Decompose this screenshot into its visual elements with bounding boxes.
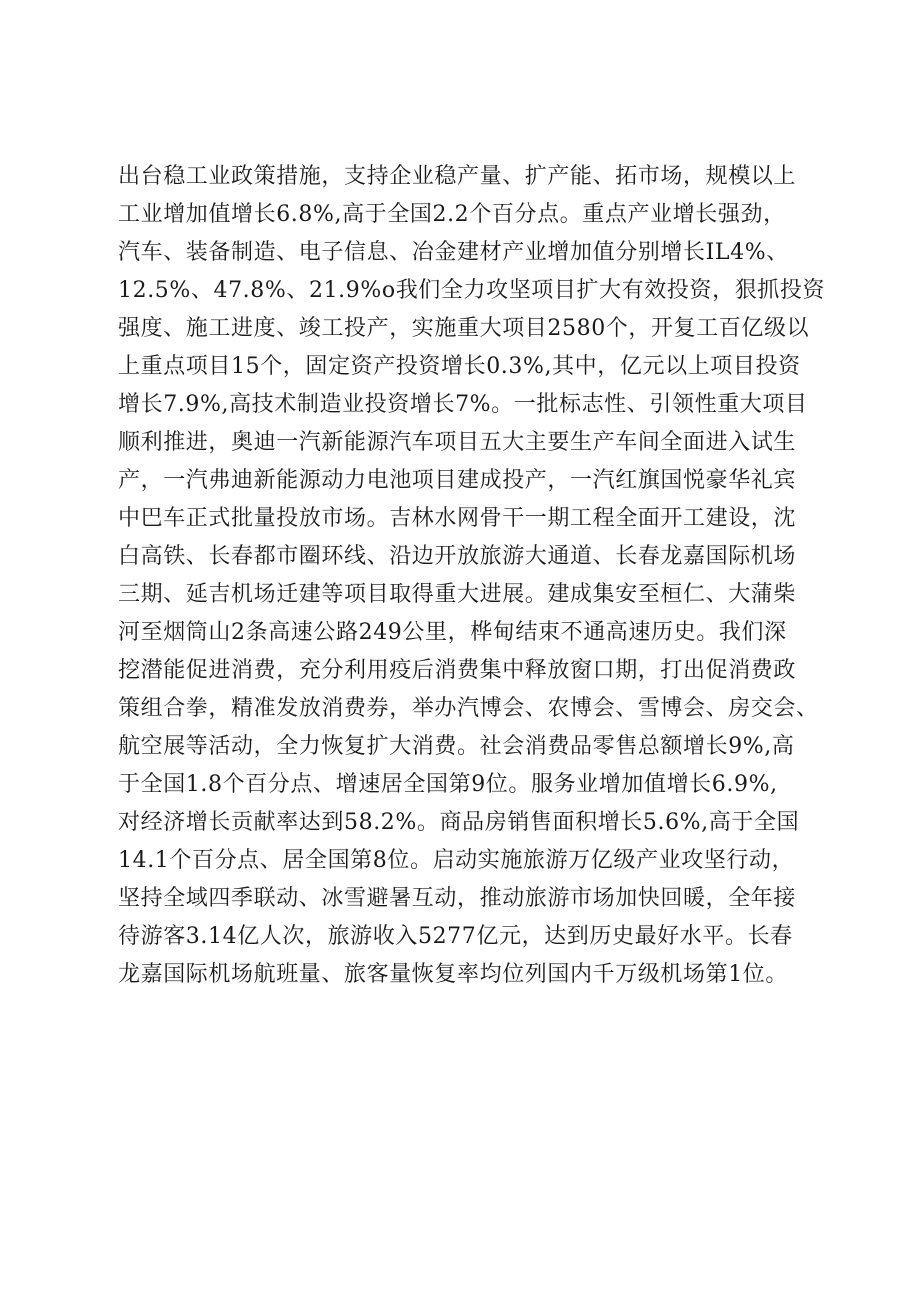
paragraph-line-20: 坚持全域四季联动、冰雪避暑互动，推动旅游市场加快回暖，全年接	[118, 886, 797, 911]
paragraph-line-14: 挖潜能促进消费，充分利用疫后消费集中释放窗口期，打出促消费政	[118, 658, 797, 683]
paragraph-line-22: 龙嘉国际机场航班量、旅客量恢复率均位列国内千万级机场第1位。	[118, 962, 788, 987]
paragraph-line-9: 产，一汽弗迪新能源动力电池项目建成投产，一汽红旗国悦豪华礼宾	[118, 468, 797, 493]
paragraph-line-5: 强度、施工进度、竣工投产，实施重大项目2580个，开复工百亿级以	[118, 316, 810, 341]
paragraph-line-16: 航空展等活动，全力恢复扩大消费。社会消费品零售总额增长9%,高	[118, 734, 795, 759]
paragraph-line-17: 于全国1.8个百分点、增速居全国第9位。服务业增加值增长6.9%,	[118, 772, 778, 797]
paragraph-line-6: 上重点项目15个，固定资产投资增长0.3%,其中，亿元以上项目投资	[118, 354, 801, 379]
paragraph-line-12: 三期、延吉机场迁建等项目取得重大进展。建成集安至桓仁、大蒲柴	[118, 582, 797, 607]
paragraph-line-13: 河至烟筒山2条高速公路249公里，桦甸结束不通高速历史。我们深	[118, 620, 787, 645]
paragraph-line-2: 工业增加值增长6.8%,高于全国2.2个百分点。重点产业增长强劲，	[118, 202, 786, 227]
paragraph-line-8: 顺利推进，奥迪一汽新能源汽车项目五大主要生产车间全面进入试生	[118, 430, 797, 455]
paragraph-line-10: 中巴车正式批量投放市场。吉林水网骨干一期工程全面开工建设，沈	[118, 506, 797, 531]
paragraph-line-4: 12.5%、47.8%、21.9%o我们全力攻坚项目扩大有效投资，狠抓投资	[118, 278, 826, 303]
paragraph-line-1: 出台稳工业政策措施，支持企业稳产量、扩产能、拓市场，规模以上	[118, 164, 797, 189]
paragraph-line-3: 汽车、装备制造、电子信息、冶金建材产业增加值分别增长IL4%、	[118, 240, 789, 265]
paragraph-line-15: 策组合拳，精准发放消费券，举办汽博会、农博会、雪博会、房交会、	[118, 696, 819, 721]
paragraph-line-11: 白高铁、长春都市圈环线、沿边开放旅游大通道、长春龙嘉国际机场	[118, 544, 797, 569]
paragraph-line-21: 待游客3.14亿人次，旅游收入5277亿元，达到历史最好水平。长春	[118, 924, 793, 949]
paragraph-line-19: 14.1个百分点、居全国第8位。启动实施旅游万亿级产业攻坚行动，	[118, 848, 795, 873]
paragraph-line-18: 对经济增长贡献率达到58.2%。商品房销售面积增长5.6%,高于全国	[118, 810, 800, 835]
paragraph-line-7: 增长7.9%,高技术制造业投资增长7%。一批标志性、引领性重大项目	[118, 392, 808, 417]
